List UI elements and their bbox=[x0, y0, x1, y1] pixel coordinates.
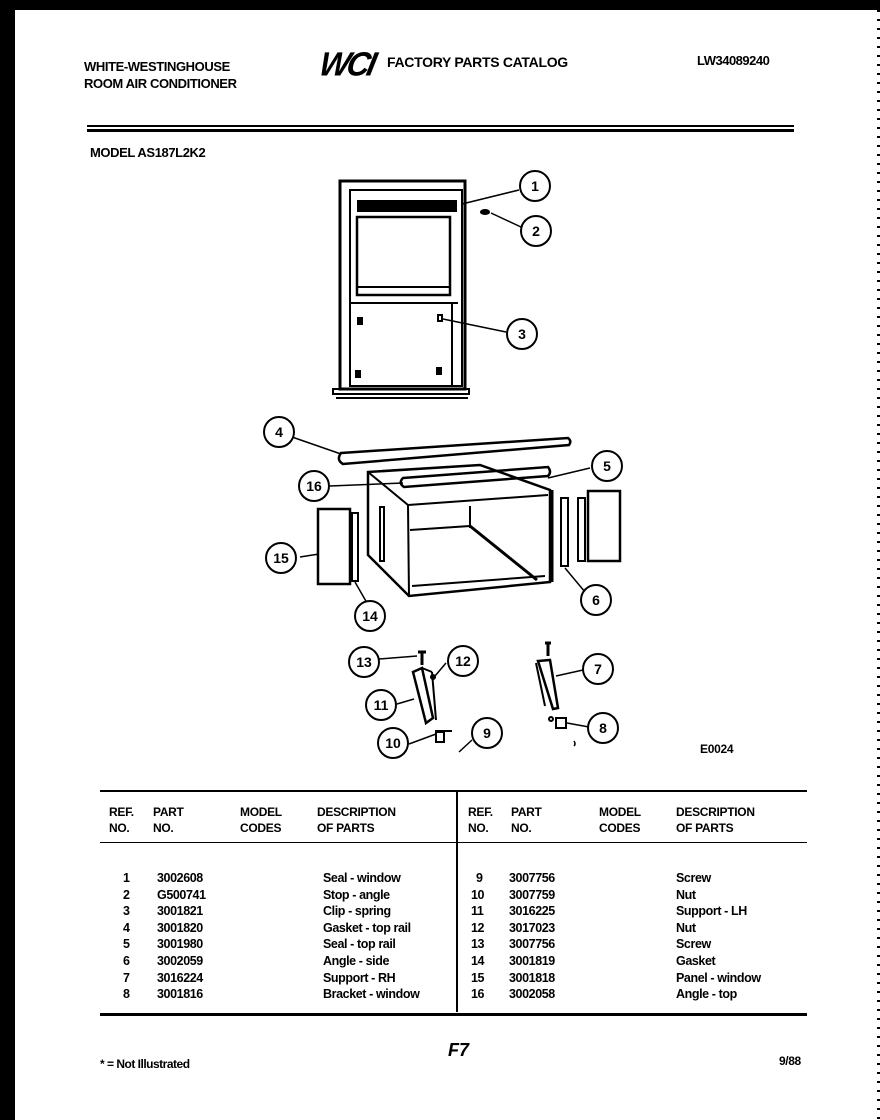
revision-date: 9/88 bbox=[779, 1054, 801, 1068]
product-type: ROOM AIR CONDITIONER bbox=[84, 76, 237, 91]
table-row: 5 3001980 Seal - top rail bbox=[123, 937, 396, 952]
svg-text:8: 8 bbox=[599, 720, 607, 736]
col-header-desc-left: DESCRIPTION OF PARTS bbox=[317, 805, 396, 835]
callout-7 bbox=[583, 654, 613, 684]
table-row: 3 3001821 Clip - spring bbox=[123, 904, 391, 919]
svg-text:14: 14 bbox=[362, 608, 378, 624]
support-lh-icon bbox=[413, 652, 452, 742]
table-row: 13 3007756 Screw bbox=[471, 937, 711, 952]
figure-code: E0024 bbox=[700, 742, 734, 756]
callout-bubbles bbox=[264, 171, 622, 758]
callout-1 bbox=[520, 171, 550, 201]
page-code: F7 bbox=[448, 1040, 470, 1060]
svg-text:16: 16 bbox=[306, 478, 322, 494]
top-rail-icon bbox=[339, 438, 570, 487]
callout-2 bbox=[521, 216, 551, 246]
svg-text:1: 1 bbox=[531, 178, 539, 194]
callout-4 bbox=[264, 417, 294, 447]
table-row: 2 G500741 Stop - angle bbox=[123, 887, 390, 902]
col-header-codes-left: MODEL CODES bbox=[240, 805, 282, 835]
table-row: 8 3001816 Bracket - window bbox=[123, 987, 420, 1002]
col-header-desc-right: DESCRIPTION OF PARTS bbox=[676, 805, 755, 835]
not-illustrated-footnote: * = Not Illustrated bbox=[100, 1057, 190, 1071]
svg-text:10: 10 bbox=[385, 735, 401, 751]
table-row: 11 3016225 Support - LH bbox=[471, 904, 747, 919]
parts-list-right bbox=[0, 870, 880, 1003]
table-row: 16 3002058 Angle - top bbox=[471, 987, 737, 1002]
svg-text:3: 3 bbox=[518, 326, 526, 342]
callout-15 bbox=[266, 543, 296, 573]
svg-text:11: 11 bbox=[373, 697, 389, 713]
callout-16 bbox=[299, 471, 329, 501]
svg-text:7: 7 bbox=[594, 661, 602, 677]
side-panels-icon bbox=[318, 490, 620, 584]
svg-text:6: 6 bbox=[592, 592, 600, 608]
window-frame-icon bbox=[333, 181, 489, 398]
callout-10 bbox=[378, 728, 408, 758]
table-row: 1 3002608 Seal - window bbox=[123, 871, 401, 885]
svg-text:9: 9 bbox=[483, 725, 491, 741]
callout-11 bbox=[366, 690, 396, 720]
model-label: MODEL AS187L2K2 bbox=[90, 145, 206, 160]
table-row: 15 3001818 Panel - window bbox=[471, 970, 761, 985]
wci-logo: WCI bbox=[316, 45, 378, 83]
table-row: 7 3016224 Support - RH bbox=[123, 970, 396, 985]
callout-9 bbox=[472, 718, 502, 748]
col-header-part-right: PART NO. bbox=[511, 805, 542, 835]
callout-3 bbox=[507, 319, 537, 349]
table-rule-header bbox=[100, 842, 807, 843]
table-row: 10 3007759 Nut bbox=[471, 887, 696, 902]
table-row: 14 3001819 Gasket bbox=[471, 953, 716, 968]
callout-12 bbox=[448, 646, 478, 676]
svg-text:5: 5 bbox=[603, 458, 611, 474]
callout-6 bbox=[581, 585, 611, 615]
leader-lines bbox=[292, 190, 590, 752]
cabinet-sleeve-icon bbox=[368, 465, 550, 596]
svg-text:13: 13 bbox=[356, 654, 372, 670]
svg-text:15: 15 bbox=[273, 550, 289, 566]
callout-5 bbox=[592, 451, 622, 481]
table-row: 6 3002059 Angle - side bbox=[123, 953, 390, 968]
support-rh-icon bbox=[536, 643, 575, 746]
svg-text:12: 12 bbox=[455, 653, 471, 669]
callout-13 bbox=[349, 647, 379, 677]
col-header-part-left: PART NO. bbox=[153, 805, 184, 835]
table-row: 12 3017023 Nut bbox=[471, 920, 696, 935]
callout-8 bbox=[588, 713, 618, 743]
brand-name: WHITE-WESTINGHOUSE bbox=[84, 59, 230, 74]
col-header-codes-right: MODEL CODES bbox=[599, 805, 641, 835]
col-header-ref-left: REF. NO. bbox=[109, 805, 134, 835]
col-header-ref-right: REF. NO. bbox=[468, 805, 493, 835]
table-row: 4 3001820 Gasket - top rail bbox=[123, 920, 411, 935]
svg-text:4: 4 bbox=[275, 424, 283, 440]
document-number: LW34089240 bbox=[697, 53, 770, 68]
catalog-title: FACTORY PARTS CATALOG bbox=[387, 54, 568, 70]
table-rule-top bbox=[100, 790, 807, 792]
table-rule-bottom bbox=[100, 1013, 807, 1016]
svg-text:2: 2 bbox=[532, 223, 540, 239]
table-row: 9 3007756 Screw bbox=[476, 871, 711, 885]
callout-14 bbox=[355, 601, 385, 631]
